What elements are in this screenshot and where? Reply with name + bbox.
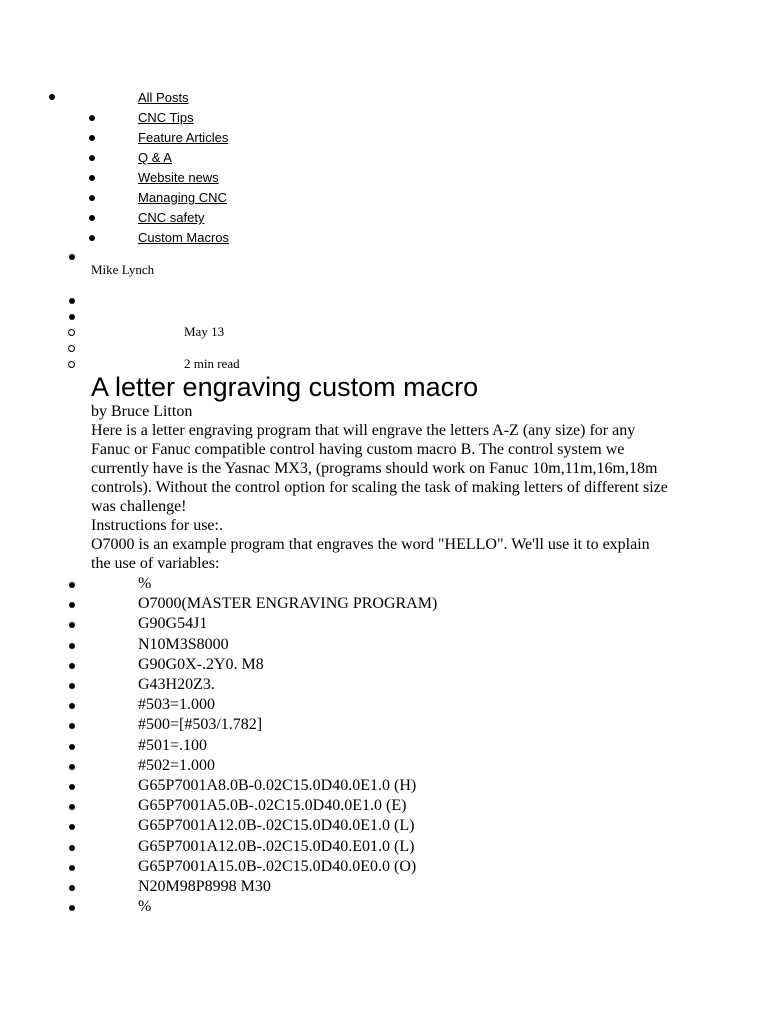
- post-date: May 13: [184, 324, 225, 339]
- code-line: %: [138, 575, 152, 592]
- list-bullet: [69, 602, 75, 608]
- sub-list-circle: [68, 329, 75, 336]
- nav-link-q-and-a[interactable]: Q & A: [138, 150, 172, 165]
- code-line: G43H20Z3.: [138, 676, 215, 693]
- list-bullet: [69, 784, 75, 790]
- nav-link-feature-articles[interactable]: Feature Articles: [138, 130, 229, 145]
- code-line: G65P7001A5.0B-.02C15.0D40.0E1.0 (E): [138, 797, 407, 815]
- list-bullet: [69, 723, 75, 729]
- author-name[interactable]: Mike Lynch: [91, 262, 155, 277]
- code-line: O7000(MASTER ENGRAVING PROGRAM): [138, 595, 438, 613]
- list-bullet: [69, 885, 75, 891]
- list-bullet: [89, 115, 95, 121]
- code-line: G65P7001A12.0B-.02C15.0D40.0E1.0 (L): [138, 817, 415, 835]
- list-bullet: [89, 175, 95, 181]
- list-bullet: [69, 663, 75, 669]
- list-bullet: [89, 215, 95, 221]
- list-bullet: [89, 135, 95, 141]
- list-bullet: [69, 582, 75, 588]
- code-line: G65P7001A15.0B-.02C15.0D40.0E0.0 (O): [138, 857, 417, 875]
- sub-list-circle: [68, 345, 75, 352]
- code-line: N10M3S8000: [138, 635, 229, 653]
- read-time: 2 min read: [184, 356, 240, 371]
- code-line: #501=.100: [138, 736, 208, 754]
- article-intro: Here is a letter engraving program that will engrave the letters A-Z (any size) for any Fanuc or Fanuc compatible control having custom macro B. The control system we currently have is the Yasnac MX3, (programs should work on Fanuc 10m,11m,16m,18m controls). Without the control option for scaling the task of making letters of different size was challenge!: [91, 422, 668, 515]
- code-line: #500=[#503/1.782]: [138, 716, 263, 734]
- article-title: A letter engraving custom macro: [91, 372, 479, 402]
- nav-link-website-news[interactable]: Website news: [138, 170, 219, 185]
- code-line: N20M98P8998 M30: [138, 878, 271, 895]
- list-bullet: [69, 314, 75, 320]
- code-line: G90G54J1: [138, 615, 208, 633]
- nav-link-managing-cnc[interactable]: Managing CNC: [138, 190, 227, 205]
- list-bullet: [69, 824, 75, 830]
- nav-bullet: [49, 94, 55, 100]
- list-bullet: [69, 703, 75, 709]
- article-instructions: Instructions for use:.: [91, 517, 223, 534]
- list-bullet: [69, 254, 75, 260]
- sub-list-circle: [68, 361, 75, 368]
- code-line: G65P7001A12.0B-.02C15.0D40.E01.0 (L): [138, 837, 415, 855]
- nav-link-cnc-tips[interactable]: CNC Tips: [138, 110, 194, 125]
- nav-link-cnc-safety[interactable]: CNC safety: [138, 210, 205, 225]
- code-line: #503=1.000: [138, 696, 216, 714]
- list-bullet: [69, 845, 75, 851]
- nav-link-all-posts[interactable]: All Posts: [138, 90, 189, 105]
- article-example: O7000 is an example program that engraves the word "HELLO". We'll use it to explain the use of variables:: [91, 536, 650, 572]
- code-line: G90G0X-.2Y0. M8: [138, 655, 264, 673]
- nav-link-custom-macros[interactable]: Custom Macros: [138, 230, 230, 245]
- code-line: #502=1.000: [138, 756, 216, 774]
- article-byline: by Bruce Litton: [91, 403, 193, 420]
- code-line: %: [138, 898, 152, 916]
- list-bullet: [89, 195, 95, 201]
- list-bullet: [89, 235, 95, 241]
- list-bullet: [69, 865, 75, 871]
- list-bullet: [69, 622, 75, 628]
- list-bullet: [69, 744, 75, 750]
- list-bullet: [69, 298, 75, 304]
- code-line: G65P7001A8.0B-0.02C15.0D40.0E1.0 (H): [138, 777, 417, 794]
- list-bullet: [69, 804, 75, 810]
- list-bullet: [69, 764, 75, 770]
- list-bullet: [69, 905, 75, 911]
- list-bullet: [69, 643, 75, 649]
- list-bullet: [89, 155, 95, 161]
- list-bullet: [69, 683, 75, 689]
